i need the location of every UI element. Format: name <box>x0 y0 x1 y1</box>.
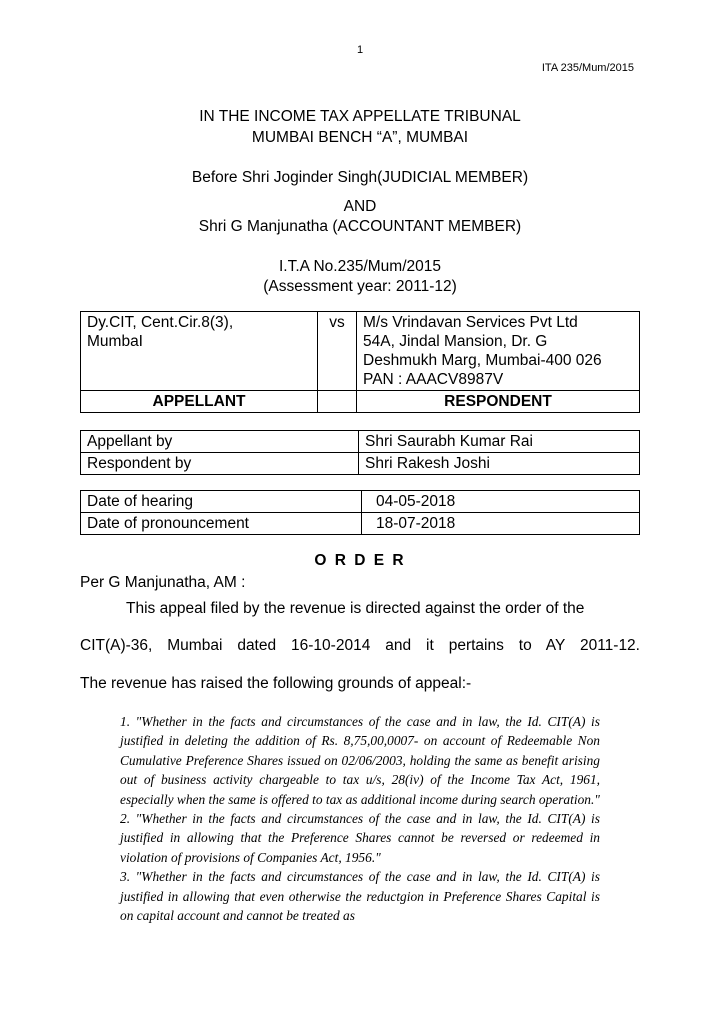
parties-table <box>80 311 640 413</box>
appellant-line: MumbaI <box>87 333 143 350</box>
assessment-year: (Assessment year: 2011-12) <box>263 278 457 295</box>
respondent-line: M/s Vrindavan Services Pvt Ltd <box>363 314 578 331</box>
vs-cell: vs <box>318 312 357 391</box>
respondent-line: Deshmukh Marg, Mumbai-400 026 <box>363 352 602 369</box>
appellant-line: Dy.CIT, Cent.Cir.8(3), <box>87 314 234 331</box>
grounds-of-appeal <box>120 712 600 925</box>
order-paragraph: CIT(A)-36, Mumbai dated 16-10-2014 and it pertains to AY 2011-12. <box>80 637 640 654</box>
parties-row <box>81 312 640 391</box>
representatives-table <box>80 430 640 475</box>
judicial-member: Before Shri Joginder Singh(JUDICIAL MEMBER) <box>191 169 529 186</box>
rep-label: Appellant by <box>81 431 359 453</box>
parties-label-row <box>81 391 640 413</box>
date-label: Date of pronouncement <box>81 513 362 535</box>
rep-value: Shri Rakesh Joshi <box>359 453 640 475</box>
table-row <box>81 513 640 535</box>
table-row <box>81 453 640 475</box>
date-label: Date of hearing <box>81 491 362 513</box>
appellant-cell <box>81 312 318 391</box>
order-paragraph: The revenue has raised the following grounds of appeal:- <box>80 675 472 692</box>
table-row <box>81 491 640 513</box>
ground-item: 3. "Whether in the facts and circumstances of the case and in law, the Id. CIT(A) is justified in allowing that even otherwise the reductgion in Preference Shares Capital is on capital account and cannot be treated as <box>120 869 600 924</box>
date-value: 04-05-2018 <box>362 491 640 513</box>
respondent-cell <box>357 312 640 391</box>
order-heading: O R D E R <box>314 552 406 569</box>
case-reference: ITA 235/Mum/2015 <box>541 62 634 74</box>
respondent-line: PAN : AAACV8987V <box>363 371 504 388</box>
order-paragraph: This appeal filed by the revenue is directed against the order of the <box>126 600 585 617</box>
and-text: AND <box>343 198 377 215</box>
empty-cell <box>318 391 357 413</box>
ita-number: I.T.A No.235/Mum/2015 <box>279 258 441 275</box>
table-row <box>81 431 640 453</box>
rep-label: Respondent by <box>81 453 359 475</box>
bench-title: MUMBAI BENCH “A”, MUMBAI <box>251 129 469 146</box>
order-author: Per G Manjunatha, AM : <box>80 574 246 591</box>
accountant-member: Shri G Manjunatha (ACCOUNTANT MEMBER) <box>198 218 522 235</box>
respondent-line: 54A, Jindal Mansion, Dr. G <box>363 333 548 350</box>
page-number: 1 <box>356 44 364 56</box>
tribunal-title: IN THE INCOME TAX APPELLATE TRIBUNAL <box>199 108 521 125</box>
dates-table <box>80 490 640 535</box>
respondent-label: RESPONDENT <box>357 391 640 413</box>
ground-item: 1. "Whether in the facts and circumstances of the case and in law, the Id. CIT(A) is justified in deleting the addition of Rs. 8,75,00,0007- on account of Redeemable Non Cumulative Preference Shares issued on 02/06/2003, holding the same as benefit arising out of business activity chargeable to tax u/s, 28(iv) of the Income Tax Act, 1961, especially when the same is offered to tax as additional income during search operation." <box>120 714 600 807</box>
date-value: 18-07-2018 <box>362 513 640 535</box>
ground-item: 2. "Whether in the facts and circumstances of the case and in law, the Id. CIT(A) is justified in allowing that the Preference Shares cannot be reversed or redeemed in violation of provisions of Companies Act, 1956." <box>120 811 600 865</box>
rep-value: Shri Saurabh Kumar Rai <box>359 431 640 453</box>
appellant-label: APPELLANT <box>81 391 318 413</box>
